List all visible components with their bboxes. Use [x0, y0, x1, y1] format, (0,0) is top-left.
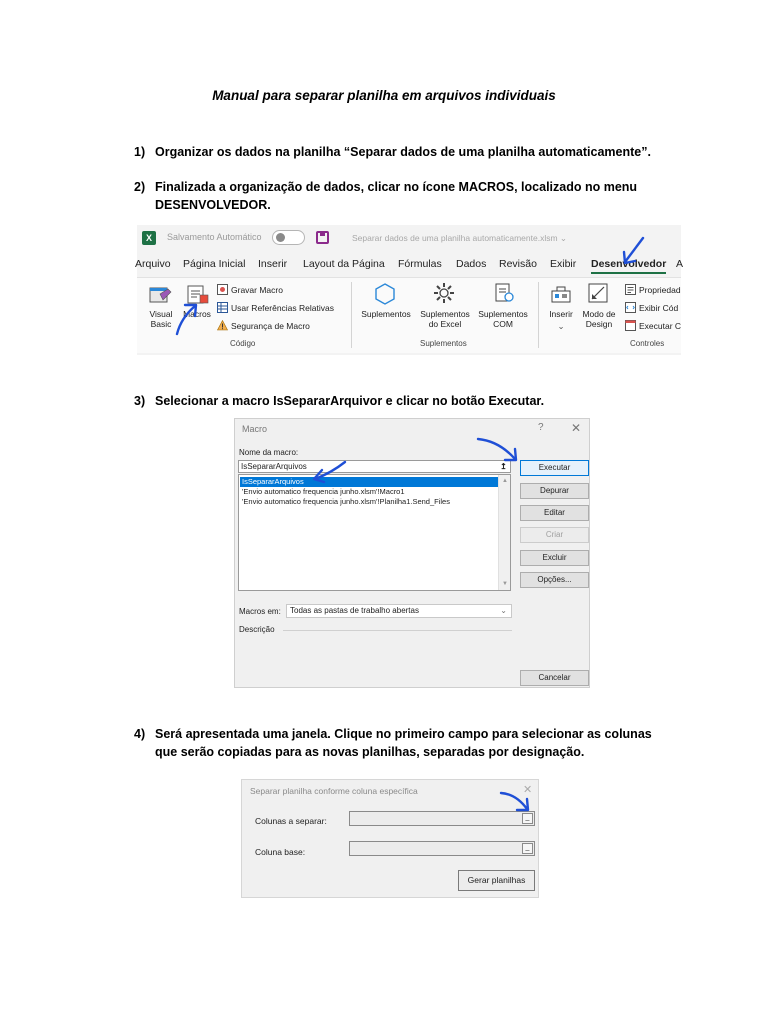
usar-referencias-label: Usar Referências Relativas — [231, 302, 334, 313]
list-item[interactable]: 'Envio automatico frequencia junho.xlsm'!Macro1 — [242, 487, 405, 496]
seguranca-macro-button[interactable] — [217, 320, 310, 333]
tab-formulas[interactable]: Fórmulas — [398, 258, 442, 270]
step-number: 4) — [134, 727, 146, 741]
annotation-arrow-icon — [309, 459, 349, 485]
group-label-codigo: Código — [230, 339, 256, 348]
macros-in-select[interactable] — [286, 604, 512, 618]
gerar-planilhas-button[interactable]: Gerar planilhas — [458, 870, 535, 891]
suplementos-com-button[interactable]: Suplementos COM — [478, 309, 528, 329]
editar-button[interactable]: Editar — [520, 505, 589, 521]
coluna-base-field[interactable] — [349, 841, 535, 856]
list-item[interactable]: 'Envio automatico frequencia junho.xlsm'!Planilha1.Send_Files — [242, 497, 450, 506]
step-number: 3) — [134, 394, 146, 408]
macros-in-label: Macros em: — [239, 607, 281, 616]
dialog-title: Separar planilha conforme coluna específica — [250, 786, 418, 796]
document-title: Manual para separar planilha em arquivos individuais — [212, 88, 556, 103]
executar-caixa-label: Executar C — [639, 320, 682, 331]
relative-references-icon — [217, 302, 228, 315]
record-macro-icon — [217, 284, 228, 297]
tab-exibir[interactable]: Exibir — [550, 258, 577, 270]
step-text: Organizar os dados na planilha “Separar dados de uma planilha automaticamente”. — [155, 145, 651, 159]
group-divider — [351, 282, 352, 348]
inserir-controle-button[interactable]: Inserir — [549, 309, 573, 319]
annotation-arrow-icon — [475, 435, 523, 467]
propriedades-button[interactable] — [625, 284, 681, 297]
step-text: Selecionar a macro IsSepararArquivor e clicar no botão Executar. — [155, 394, 545, 408]
exibir-codigo-button[interactable] — [625, 302, 678, 315]
usar-referencias-button[interactable] — [217, 302, 334, 315]
range-picker-button[interactable]: _ — [522, 813, 533, 824]
separar-planilha-dialog — [241, 779, 539, 898]
opcoes-button[interactable]: Opções... — [520, 572, 589, 588]
cancelar-button[interactable]: Cancelar — [520, 670, 589, 686]
gear-icon — [433, 282, 455, 309]
dialog-title: Macro — [242, 424, 268, 434]
close-button[interactable]: ✕ — [571, 421, 582, 435]
step-text: Finalizada a organização de dados, clicar no ícone MACROS, localizado no menu DESENVOLVEDOR. — [155, 180, 638, 212]
tab-desenvolvedor[interactable]: Desenvolvedor — [591, 258, 667, 270]
collapse-dialog-icon[interactable]: ↥ — [500, 462, 507, 471]
step-number: 1) — [134, 145, 146, 159]
list-item[interactable]: IsSepararArquivos — [240, 477, 498, 487]
step-text: Será apresentada uma janela. Clique no primeiro campo para selecionar as colunas que serão copiadas para as novas planilhas, separadas por designação. — [155, 727, 652, 759]
modo-design-button[interactable]: Modo de Design — [582, 309, 616, 329]
criar-button[interactable]: Criar — [520, 527, 589, 543]
macro-name-label: Nome da macro: — [239, 448, 299, 457]
tab-inserir[interactable]: Inserir — [258, 258, 288, 270]
excel-app-icon: X — [142, 231, 156, 245]
suplementos-excel-button[interactable]: Suplementos do Excel — [420, 309, 470, 329]
macros-button[interactable]: Macros — [183, 309, 211, 319]
view-code-icon — [625, 302, 636, 315]
suplementos-icon — [374, 283, 396, 310]
group-label-controles: Controles — [630, 339, 665, 348]
tab-dados[interactable]: Dados — [456, 258, 487, 270]
toolbox-icon — [550, 283, 572, 310]
save-icon[interactable] — [316, 231, 329, 244]
ribbon-tabs — [135, 258, 684, 276]
annotation-arrow-icon — [620, 234, 650, 268]
range-picker-button[interactable]: _ — [522, 843, 533, 854]
com-addins-icon — [493, 282, 515, 309]
tab-layout-da-pagina[interactable]: Layout da Página — [303, 258, 385, 270]
chevron-down-icon: ⌄ — [500, 606, 507, 615]
group-divider — [538, 282, 539, 348]
macro-dialog — [234, 418, 590, 688]
scroll-up-icon[interactable]: ▲ — [502, 478, 508, 484]
description-label: Descrição — [239, 625, 275, 634]
executar-button[interactable]: Executar — [520, 460, 589, 476]
propriedades-label: Propriedad — [639, 284, 681, 295]
excel-ribbon-screenshot — [135, 225, 684, 355]
autosave-toggle[interactable] — [272, 230, 305, 245]
help-button[interactable]: ? — [538, 422, 544, 433]
warning-icon — [217, 320, 228, 333]
title-bar — [137, 225, 681, 252]
executar-caixa-button[interactable] — [625, 320, 681, 333]
macro-list[interactable] — [238, 474, 511, 591]
exibir-codigo-label: Exibir Cód — [639, 302, 679, 313]
tab-more[interactable]: A — [676, 258, 684, 270]
gravar-macro-label: Gravar Macro — [231, 284, 283, 295]
visual-basic-button[interactable]: Visual Basic — [149, 309, 173, 329]
gravar-macro-button[interactable] — [217, 284, 283, 297]
depurar-button[interactable]: Depurar — [520, 483, 589, 499]
seguranca-macro-label: Segurança de Macro — [231, 320, 310, 331]
coluna-base-label: Coluna base: — [255, 847, 306, 857]
suplementos-button[interactable]: Suplementos — [361, 309, 411, 319]
step-number: 2) — [134, 180, 146, 194]
description-divider — [283, 630, 512, 631]
annotation-arrow-icon — [498, 788, 534, 816]
dropdown-arrow-icon: ⌄ — [557, 321, 565, 331]
excluir-button[interactable]: Excluir — [520, 550, 589, 566]
ribbon-body — [137, 277, 681, 353]
run-dialog-icon — [625, 320, 636, 333]
tab-revisao[interactable]: Revisão — [499, 258, 537, 270]
close-button[interactable]: ✕ — [523, 784, 533, 796]
scroll-down-icon[interactable]: ▼ — [502, 581, 508, 587]
design-mode-icon — [587, 282, 609, 309]
tab-pagina-inicial[interactable]: Página Inicial — [183, 258, 246, 270]
properties-icon — [625, 284, 636, 297]
macro-name-input[interactable]: IsSepararArquivos — [238, 460, 511, 473]
annotation-arrow-icon — [171, 300, 205, 338]
list-scrollbar[interactable] — [498, 475, 510, 590]
colunas-separar-label: Colunas a separar: — [255, 816, 327, 826]
workbook-name: Separar dados de uma planilha automaticamente.xlsm ⌄ — [352, 233, 568, 243]
tab-arquivo[interactable]: Arquivo — [135, 258, 171, 270]
macros-in-value: Todas as pastas de trabalho abertas — [290, 606, 419, 615]
group-label-suplementos: Suplementos — [420, 339, 467, 348]
autosave-label: Salvamento Automático — [167, 232, 262, 242]
